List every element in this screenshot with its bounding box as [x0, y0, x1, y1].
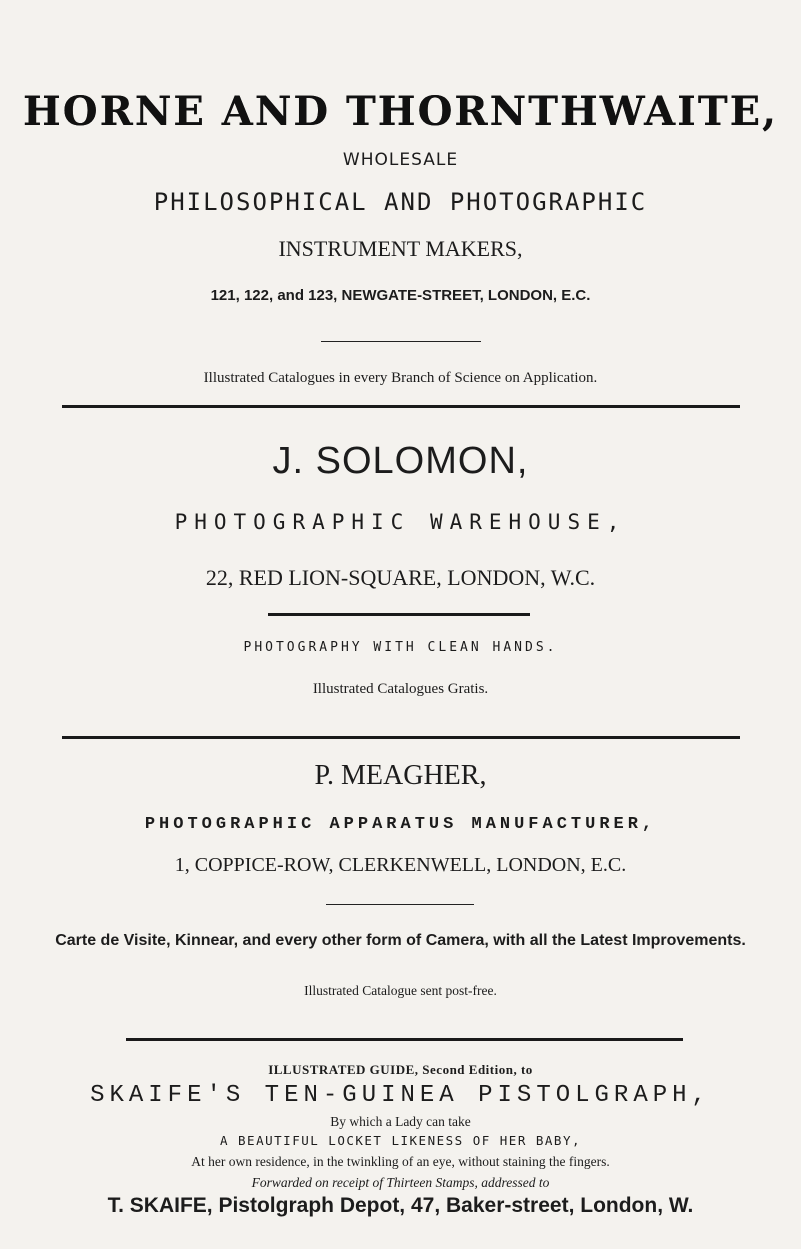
- solomon-name: J. SOLOMON,: [272, 440, 529, 482]
- solomon-motto: PHOTOGRAPHY WITH CLEAN HANDS.: [243, 640, 558, 655]
- skaife-title: SKAIFE'S TEN-GUINEA PISTOLGRAPH,: [90, 1082, 711, 1109]
- meagher-name: P. MEAGHER,: [314, 760, 487, 791]
- horne-thornthwaite-title: HORNE AND THORNTHWAITE,: [22, 88, 779, 135]
- instrument-makers-line: INSTRUMENT MAKERS,: [278, 236, 523, 261]
- wholesale-label: WHOLESALE: [342, 150, 459, 170]
- skaife-line-4: Forwarded on receipt of Thirteen Stamps, addressed to: [251, 1175, 550, 1190]
- horne-catalogues-note: Illustrated Catalogues in every Branch of Science on Application.: [203, 370, 598, 386]
- meagher-trade: PHOTOGRAPHIC APPARATUS MANUFACTURER,: [144, 815, 657, 834]
- advert-separator: [126, 1038, 683, 1041]
- meagher-address: 1, COPPICE-ROW, CLERKENWELL, LONDON, E.C.: [174, 854, 627, 876]
- skaife-line-2: A BEAUTIFUL LOCKET LIKENESS OF HER BABY,: [219, 1133, 582, 1148]
- instrument-type-line: PHILOSOPHICAL AND PHOTOGRAPHIC: [153, 188, 648, 216]
- skaife-guide: ILLUSTRATED GUIDE, Second Edition, to: [268, 1062, 533, 1077]
- skaife-address: T. SKAIFE, Pistolgraph Depot, 47, Baker-street, London, W.: [107, 1194, 694, 1217]
- skaife-line-1: By which a Lady can take: [330, 1114, 471, 1129]
- skaife-line-3: At her own residence, in the twinkling of an eye, without staining the fingers.: [191, 1154, 610, 1169]
- solomon-trade: PHOTOGRAPHIC WAREHOUSE,: [174, 510, 627, 534]
- divider: [326, 904, 474, 905]
- solomon-address: 22, RED LION-SQUARE, LONDON, W.C.: [205, 565, 596, 590]
- meagher-description: Carte de Visite, Kinnear, and every other form of Camera, with all the Latest Improvements.: [55, 932, 746, 949]
- advert-separator: [62, 736, 740, 739]
- meagher-catalogue-note: Illustrated Catalogue sent post-free.: [304, 983, 497, 998]
- solomon-catalogues-note: Illustrated Catalogues Gratis.: [312, 681, 489, 697]
- horne-address: 121, 122, and 123, NEWGATE-STREET, LONDON, E.C.: [210, 287, 591, 304]
- divider: [268, 613, 530, 616]
- divider: [321, 341, 481, 342]
- advert-separator: [62, 405, 740, 408]
